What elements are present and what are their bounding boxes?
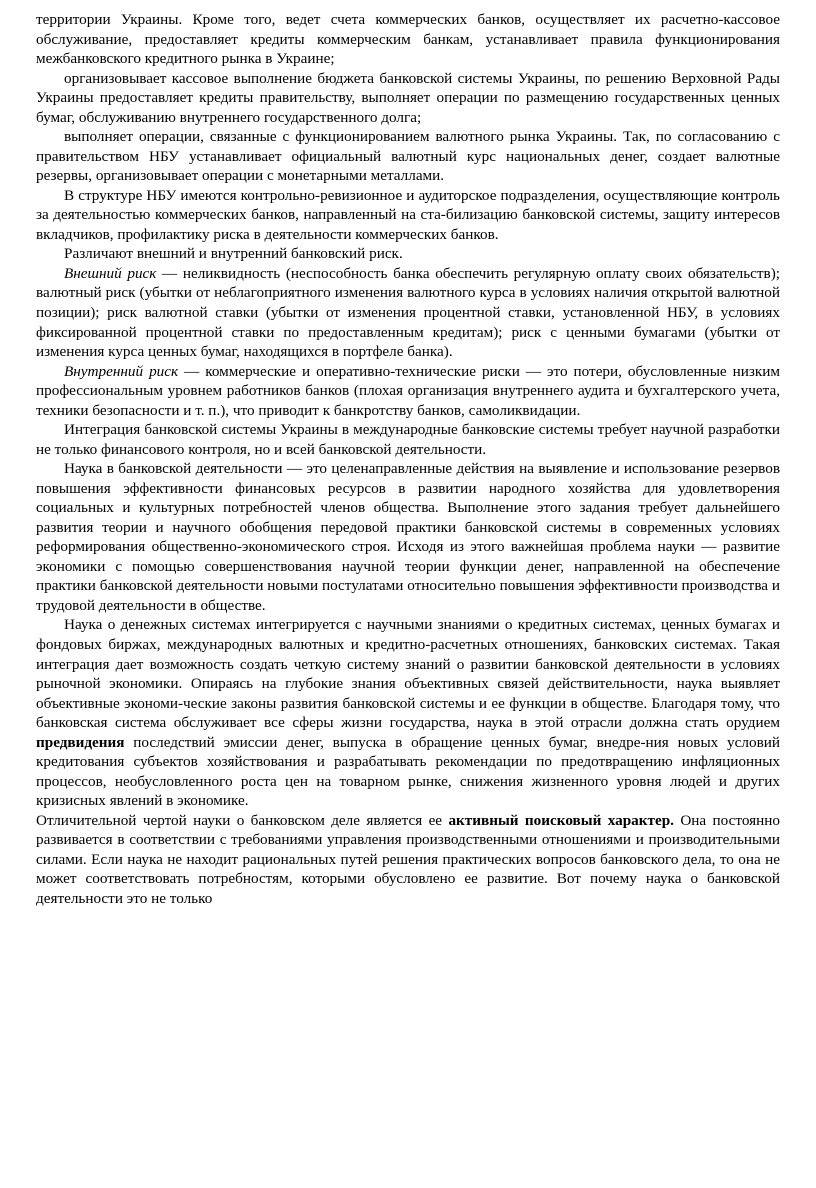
body-text: — неликвидность (неспособность банка обеспечить регулярную оплату своих обязательств); валютный риск (убытки от неблагоприятного изменения валютного курса в условиях наличия открытой валютной позиции); риск валютной ставки (убытки от изменения процентной ставки, установленной НБУ, в условиях фиксированной процентной ставки по предоставленным кредитам); риск с ценными бумагами (убытки от изменения курса ценных бумаг, находящихся в портфеле банка). xyxy=(36,264,780,361)
body-text: организовывает кассовое выполнение бюджета банковской системы Украины, по решению Верховной Рады Украины предоставляет кредиты правительству, выполняет операции по размещению государственных ценных бумаг, обслуживанию внутреннего государственного долга; xyxy=(36,69,780,126)
paragraph xyxy=(36,10,780,69)
paragraph xyxy=(36,69,780,128)
paragraph xyxy=(36,615,780,810)
body-text: Она постоянно развивается в соответствии с требованиями управления производственными отношениями и производительными силами. Если наука не находит рациональных путей решения практических вопросов банковского дела, то она не может соответствовать потребностям, которыми обусловлено ее развитие. Вот почему наука о банковской деятельности это не только xyxy=(36,811,780,907)
paragraph xyxy=(36,420,780,459)
emphasis-text: Внутренний риск xyxy=(64,362,179,380)
strong-text: предвидения xyxy=(36,733,125,751)
emphasis-text: Внешний риск xyxy=(64,264,157,282)
body-text: территории Украины. Кроме того, ведет счета коммерческих банков, осуществляет их расчетно-кассовое обслуживание, предоставляет кредиты коммерческим банкам, устанавливает правила функционирования межбанковского кредитного рынка в Украине; xyxy=(36,11,780,68)
strong-text: активный поисковый характер. xyxy=(448,811,674,829)
body-text: выполняет операции, связанные с функционированием валютного рынка Украины. Так, по согласованию с правительством НБУ устанавливает официальный валютный курс национальных денег, создает валютные резервы, организовывает операции с монетарными металлами. xyxy=(36,128,780,185)
body-text: Интеграция банковской системы Украины в международные банковские системы требует научной разработки не только финансового контроля, но и всей банковской деятельности. xyxy=(36,421,780,458)
paragraph xyxy=(36,127,780,186)
paragraph xyxy=(36,362,780,421)
paragraph xyxy=(36,811,780,909)
paragraph xyxy=(36,244,780,264)
body-text: Наука в банковской деятельности — это целенаправленные действия на выявление и использование резервов повышения эффективности финансовых ресурсов в развитии народного хозяйства для удовлетворения социальных и культурных потребностей членов общества. Выполнение этого задания требует дальнейшего развития теории и научного обобщения передовой практики банковской системы в современных условиях реформирования общественно-экономического строя. Исходя из этого важнейшая проблема науки — развитие экономики с помощью совершенствования научной теории функции денег, направленной на обеспечение практики банковской деятельности новыми постулатами относительно повышения эффективности производства и трудовой деятельности в обществе. xyxy=(36,460,780,614)
body-text: Наука о денежных системах интегрируется с научными знаниями о кредитных системах, ценных бумагах и фондовых биржах, международных валютных и кредитно-расчетных отношениях, банковских системах. Такая интеграция дает возможность создать четкую систему знаний о развитии банковской деятельности в условиях рыночной экономики. Опираясь на глубокие знания объективных связей действительности, наука выявляет объективные экономи-ческие законы развития банковской системы и ее функции в обществе. Благодаря тому, что банковская система обслуживает все сферы жизни государства, наука в этой отрасли должна стать орудием xyxy=(36,616,780,732)
document-body xyxy=(36,10,780,908)
paragraph xyxy=(36,459,780,615)
body-text: Различают внешний и внутренний банковский риск. xyxy=(64,245,403,263)
body-text: Отличительной чертой науки о банковском деле является ее xyxy=(36,811,449,829)
body-text: последствий эмиссии денег, выпуска в обращение ценных бумаг, внедре-ния новых условий кредитования субъектов хозяйствования и разрабатывать рекомендации по предотвращению инфляционных процессов, необусловленного роста цен на товарном рынке, снижения жизненного уровня людей и других кризисных явлений в экономике. xyxy=(36,733,780,810)
paragraph xyxy=(36,186,780,245)
paragraph xyxy=(36,264,780,362)
body-text: В структуре НБУ имеются контрольно-ревизионное и аудиторское подразделения, осуществляющие контроль за деятельностью коммерческих банков, направленный на ста-билизацию банковской системы, защиту интересов вкладчиков, профилактику риска в деятельности коммерческих банков. xyxy=(36,186,780,243)
body-text: — коммерческие и оперативно-технические риски — это потери, обусловленные низким профессиональным уровнем работников банков (плохая организация внутреннего аудита и бухгалтерского учета, техники безопасности и т. п.), что приводит к банкротству банков, самоликвидации. xyxy=(36,362,780,419)
